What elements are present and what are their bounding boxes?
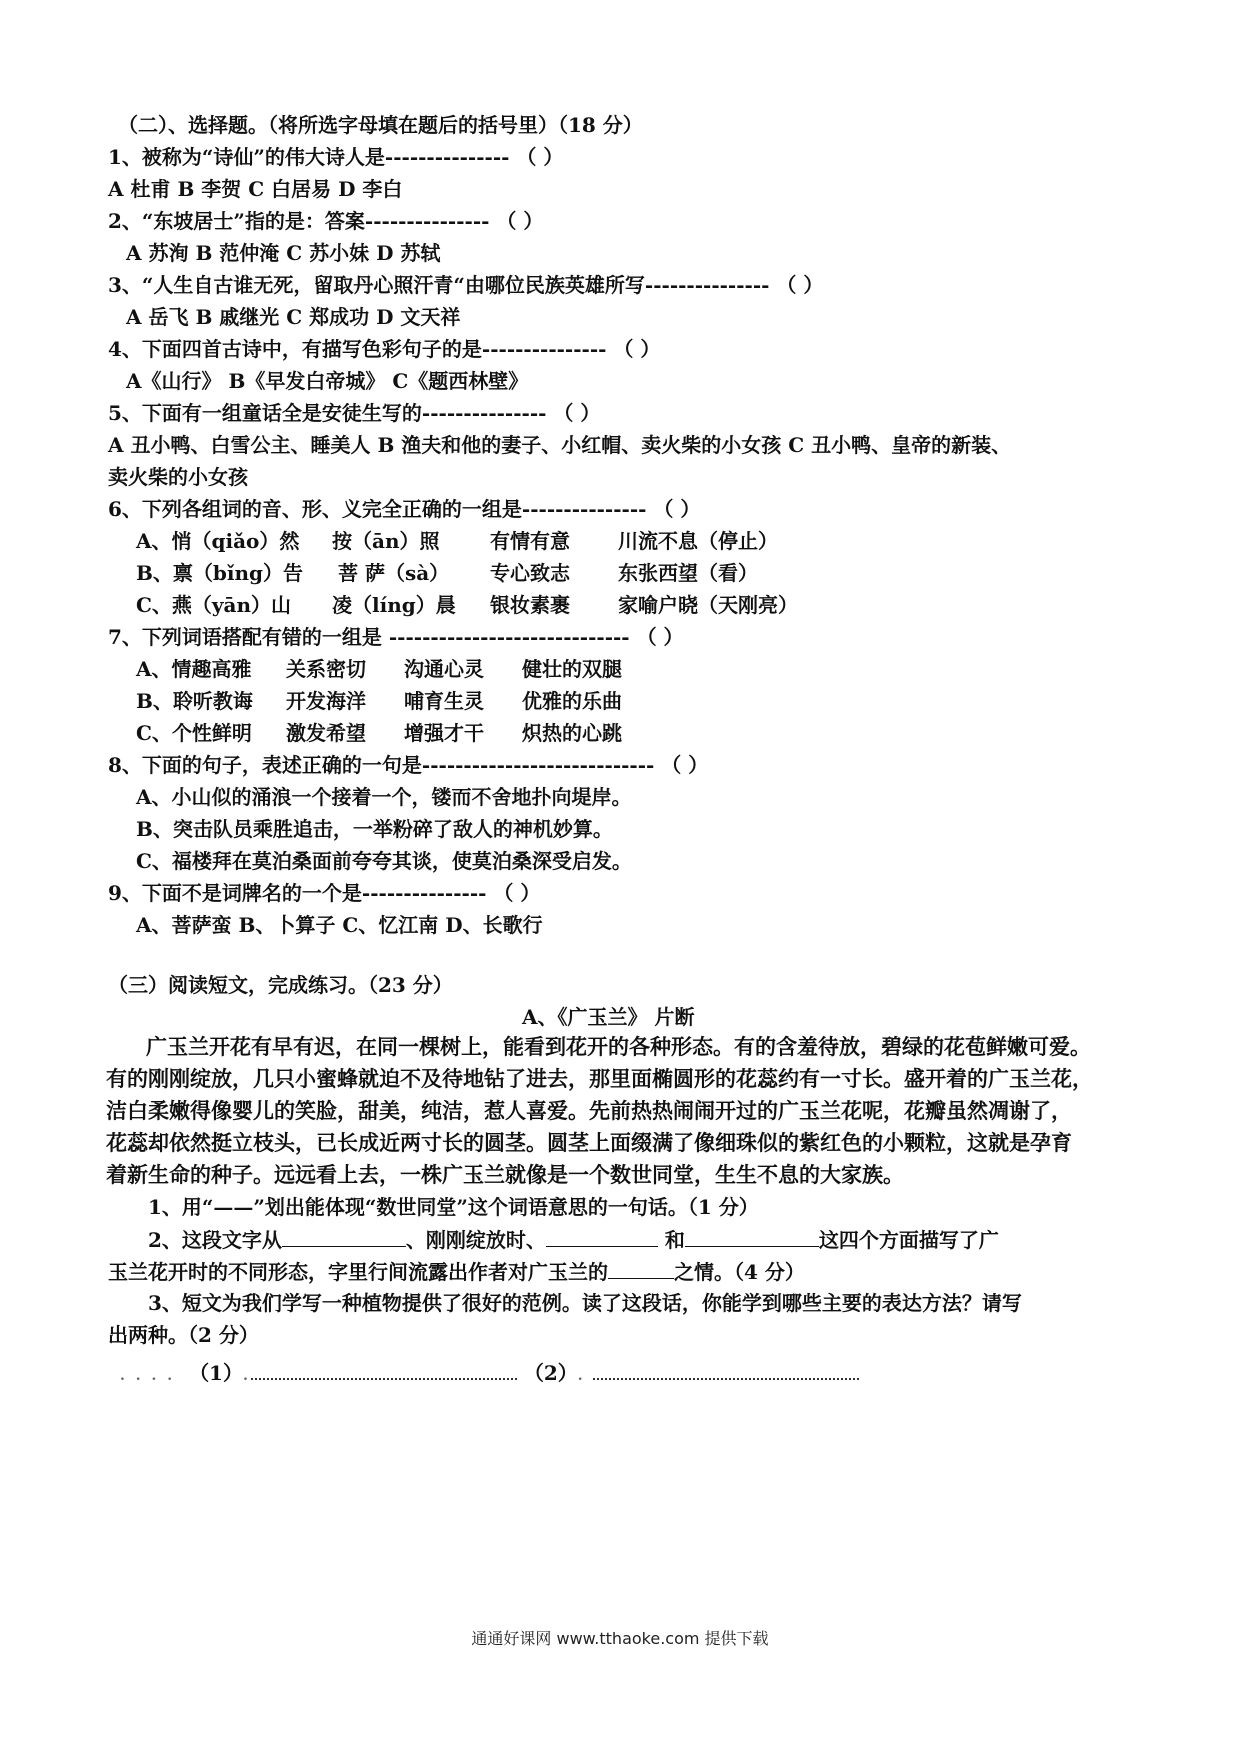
q2-text-6: 之情。（4 分） — [674, 1260, 805, 1284]
q2-text-4: 这四个方面描写了广 — [818, 1228, 999, 1252]
question-6-row-b-1: B、禀（bǐng）告 — [136, 561, 304, 585]
answer-line-1[interactable] — [251, 1360, 517, 1380]
q2-text-3: 和 — [664, 1228, 685, 1252]
question-6-row-b-3: 专心致志 — [490, 561, 570, 585]
question-3-options: A 岳飞 B 戚继光 C 郑成功 D 文天祥 — [126, 305, 461, 329]
reading-question-3-line2: 出两种。（2 分） — [108, 1323, 259, 1347]
section2-heading: （二）、选择题。（将所选字母填在题后的括号里）（18 分） — [118, 113, 643, 137]
reading-question-1: 1、用“——”划出能体现“数世同堂”这个词语意思的一句话。（1 分） — [148, 1195, 759, 1219]
question-6-row-a-1: A、悄（qiǎo）然 — [136, 529, 300, 553]
passage-line-5: 着新生命的种子。远远看上去，一株广玉兰就像是一个数世同堂，生生不息的大家族。 — [106, 1162, 904, 1187]
question-8: 8、下面的句子，表述正确的一句是---------------------------- （ ） — [108, 753, 709, 777]
question-2: 2、“东坡居士”指的是：答案--------------- （ ） — [108, 209, 544, 233]
q2-text-2: 、刚刚绽放时、 — [405, 1228, 546, 1252]
question-1-options: A 杜甫 B 李贺 C 白居易 D 李白 — [108, 177, 403, 201]
question-7-row-b-2: 开发海洋 — [286, 689, 366, 713]
passage-line-3: 洁白柔嫩得像婴儿的笑脸，甜美，纯洁，惹人喜爱。先前热热闹闹开过的广玉兰花呢，花瓣虽然凋谢了， — [106, 1098, 1072, 1123]
question-6-row-a-2: 按（ān）照 — [332, 529, 440, 553]
question-8-option-b: B、突击队员乘胜追击，一举粉碎了敌人的神机妙算。 — [136, 817, 613, 841]
dot-mark: . — [577, 1368, 586, 1384]
question-1: 1、被称为“诗仙”的伟大诗人是--------------- （ ） — [108, 145, 564, 169]
question-6-row-b-4: 东张西望（看） — [618, 561, 758, 585]
question-3: 3、“人生自古谁无死，留取丹心照汗青“由哪位民族英雄所写--------------- （ ） — [108, 273, 824, 297]
dot-marks: . . . . — [120, 1368, 176, 1384]
passage-line-4: 花蕊却依然挺立枝头，已长成近两寸长的圆茎。圆茎上面缀满了像细珠似的紫红色的小颗粒，这就是孕育 — [106, 1130, 1072, 1155]
reading-question-2-line1 — [148, 1226, 999, 1253]
question-9-options: A、菩萨蛮 B、卜算子 C、忆江南 D、长歌行 — [136, 913, 543, 937]
question-5-options-line2: 卖火柴的小女孩 — [108, 465, 248, 489]
question-5: 5、下面有一组童话全是安徒生写的--------------- （ ） — [108, 401, 601, 425]
question-7-row-a-4: 健壮的双腿 — [522, 657, 622, 681]
reading-question-3-line1: 3、短文为我们学写一种植物提供了很好的范例。读了这段话，你能学到哪些主要的表达方法？请写 — [148, 1291, 1022, 1315]
question-8-option-a: A、小山似的涌浪一个接着一个，镂而不舍地扑向堤岸。 — [136, 785, 632, 809]
question-6-row-c-1: C、燕（yān）山 — [136, 593, 292, 617]
question-7-row-c-4: 炽热的心跳 — [522, 721, 622, 745]
question-6-row-c-3: 银妆素裹 — [490, 593, 570, 617]
question-6-row-c-4: 家喻户晓（天刚亮） — [618, 593, 798, 617]
section3-heading: （三）阅读短文，完成练习。（23 分） — [108, 973, 453, 997]
question-4: 4、下面四首古诗中，有描写色彩句子的是--------------- （ ） — [108, 337, 661, 361]
question-5-options-line1: A 丑小鸭、白雪公主、睡美人 B 渔夫和他的妻子、小红帽、卖火柴的小女孩 C 丑小鸭、皇帝的新装、 — [108, 433, 1012, 457]
question-6-row-b-2: 菩 萨（sà） — [338, 561, 450, 585]
q2-text-5: 玉兰花开时的不同形态，字里行间流露出作者对广玉兰的 — [108, 1260, 608, 1284]
question-9: 9、下面不是词牌名的一个是--------------- （ ） — [108, 881, 541, 905]
q2-text-1: 2、这段文字从 — [148, 1228, 282, 1252]
answer-blank-4[interactable] — [608, 1258, 674, 1279]
footer-text: 通通好课网 www.tthaoke.com 提供下载 — [471, 1629, 769, 1648]
reading-question-2-line2 — [108, 1258, 805, 1285]
answer-row — [120, 1360, 859, 1389]
question-4-options: A《山行》 B《早发白帝城》 C《题西林壁》 — [126, 369, 529, 393]
question-8-option-c: C、福楼拜在莫泊桑面前夸夸其谈，使莫泊桑深受启发。 — [136, 849, 632, 873]
question-2-options: A 苏洵 B 范仲淹 C 苏小妹 D 苏轼 — [126, 241, 441, 265]
question-6-row-c-2: 凌（líng）晨 — [332, 593, 456, 617]
question-7-row-c-2: 激发希望 — [286, 721, 366, 745]
question-7-row-c-3: 增强才干 — [404, 721, 484, 745]
question-7: 7、下列词语搭配有错的一组是 ----------------------------- （ ） — [108, 625, 684, 649]
answer-label-2: （2） — [523, 1361, 578, 1385]
passage-title: A、《广玉兰》 片断 — [522, 1005, 695, 1029]
answer-blank-3[interactable] — [685, 1226, 819, 1247]
question-6: 6、下列各组词的音、形、义完全正确的一组是--------------- （ ） — [108, 497, 701, 521]
answer-blank-2[interactable] — [546, 1226, 658, 1247]
answer-label-1: （1） — [189, 1361, 243, 1385]
passage-line-2: 有的刚刚绽放，几只小蜜蜂就迫不及待地钻了进去，那里面椭圆形的花蕊约有一寸长。盛开着的广玉兰花， — [106, 1066, 1093, 1091]
dot-mark: . — [242, 1368, 251, 1384]
question-6-row-a-3: 有情有意 — [490, 529, 570, 553]
question-7-row-a-3: 沟通心灵 — [404, 657, 484, 681]
question-6-row-a-4: 川流不息（停止） — [618, 529, 778, 553]
question-7-row-a-2: 关系密切 — [286, 657, 366, 681]
question-7-row-a-1: A、情趣高雅 — [136, 657, 252, 681]
question-7-row-b-1: B、聆听教诲 — [136, 689, 253, 713]
passage-line-1: 广玉兰开花有早有迟，在同一棵树上，能看到花开的各种形态。有的含羞待放，碧绿的花苞鲜嫩可爱。 — [146, 1034, 1091, 1059]
answer-blank-1[interactable] — [282, 1226, 406, 1247]
question-7-row-b-4: 优雅的乐曲 — [522, 689, 622, 713]
question-7-row-c-1: C、个性鲜明 — [136, 721, 252, 745]
answer-line-2[interactable] — [593, 1360, 859, 1380]
question-7-row-b-3: 哺育生灵 — [404, 689, 484, 713]
